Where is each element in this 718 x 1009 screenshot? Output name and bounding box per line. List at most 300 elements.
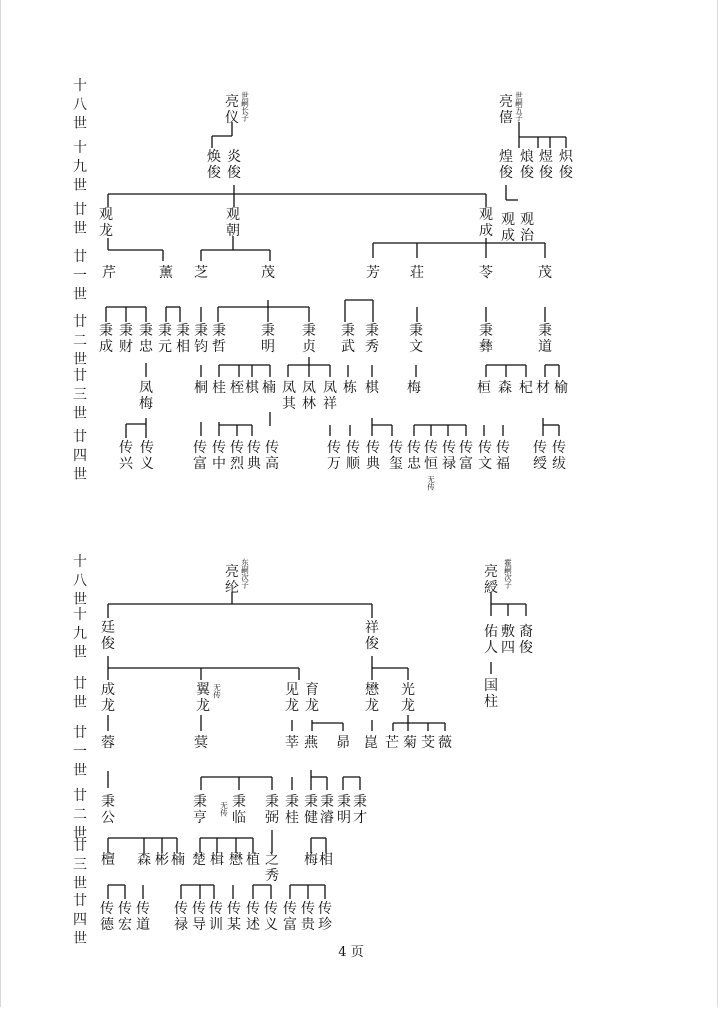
svg-text:顺: 顺 <box>346 456 360 472</box>
svg-text:嗣: 嗣 <box>504 565 512 575</box>
svg-text:秀: 秀 <box>265 868 279 884</box>
svg-text:义: 义 <box>140 456 154 472</box>
svg-text:燕: 燕 <box>304 735 318 751</box>
svg-text:传: 传 <box>533 440 547 456</box>
svg-text:元: 元 <box>158 339 172 355</box>
person-name <box>247 440 262 472</box>
svg-text:佑: 佑 <box>484 624 498 640</box>
svg-text:长: 长 <box>241 106 249 115</box>
name-annotation <box>504 557 512 590</box>
person-name <box>194 264 208 281</box>
page-number: 4 页 <box>338 945 364 960</box>
svg-text:传: 传 <box>118 901 132 917</box>
svg-text:綬: 綬 <box>484 580 498 596</box>
person-name <box>320 794 334 826</box>
svg-text:秉: 秉 <box>320 794 334 810</box>
person-name <box>559 149 574 181</box>
svg-text:传: 传 <box>213 690 221 700</box>
person-name <box>264 901 278 933</box>
person-name <box>194 323 208 355</box>
person-name <box>539 149 553 181</box>
svg-text:高: 高 <box>265 456 279 472</box>
svg-text:秉: 秉 <box>119 323 133 339</box>
svg-text:秉: 秉 <box>365 323 379 339</box>
svg-text:四: 四 <box>73 448 87 464</box>
svg-text:传: 传 <box>424 440 438 456</box>
svg-text:芝: 芝 <box>194 265 208 281</box>
svg-text:四: 四 <box>73 912 87 928</box>
svg-text:子: 子 <box>515 113 523 123</box>
svg-text:观: 观 <box>226 207 240 223</box>
svg-text:廿: 廿 <box>73 314 87 330</box>
svg-text:哲: 哲 <box>212 339 226 355</box>
person-name <box>212 379 226 396</box>
person-name <box>225 94 239 126</box>
svg-text:传: 传 <box>346 440 360 456</box>
person-name <box>341 323 355 355</box>
person-name <box>285 682 299 714</box>
svg-text:桐: 桐 <box>194 380 208 396</box>
person-name <box>192 851 206 868</box>
svg-text:传: 传 <box>140 440 154 456</box>
person-name <box>136 901 150 933</box>
svg-text:楚: 楚 <box>192 852 206 868</box>
svg-text:一: 一 <box>73 744 87 760</box>
svg-text:传: 传 <box>496 440 510 456</box>
svg-text:传: 传 <box>389 440 403 456</box>
person-name <box>424 440 438 472</box>
person-name <box>421 734 435 751</box>
svg-text:秉: 秉 <box>337 794 351 810</box>
svg-text:观: 观 <box>479 207 493 223</box>
svg-text:荘: 荘 <box>410 265 424 281</box>
person-name <box>442 440 456 472</box>
person-name <box>193 794 207 826</box>
person-name <box>139 380 153 412</box>
generation-label-top-1 <box>73 140 87 194</box>
svg-text:十: 十 <box>73 607 87 623</box>
person-name <box>536 379 550 396</box>
generation-label-bottom-3 <box>73 725 87 779</box>
svg-text:龙: 龙 <box>101 698 115 714</box>
svg-text:中: 中 <box>212 456 226 472</box>
svg-text:传: 传 <box>318 901 332 917</box>
person-name <box>409 323 423 355</box>
svg-text:廿: 廿 <box>73 676 87 692</box>
person-name <box>261 323 275 355</box>
person-name <box>353 794 367 826</box>
svg-text:贵: 贵 <box>301 917 315 933</box>
svg-text:健: 健 <box>304 810 318 826</box>
person-name <box>229 852 244 868</box>
svg-text:亮: 亮 <box>499 94 513 110</box>
person-name <box>265 852 279 884</box>
person-name <box>327 440 341 472</box>
person-name <box>519 624 533 656</box>
svg-text:楠: 楠 <box>262 380 276 396</box>
person-name <box>230 440 245 472</box>
svg-text:凤: 凤 <box>139 380 153 396</box>
svg-text:梅: 梅 <box>139 396 153 412</box>
person-name <box>159 264 173 281</box>
person-name <box>209 901 223 933</box>
svg-text:传: 传 <box>265 440 279 456</box>
person-name <box>212 440 226 472</box>
svg-text:福: 福 <box>496 456 510 472</box>
svg-text:富: 富 <box>193 456 207 472</box>
svg-text:十: 十 <box>73 140 87 156</box>
person-name <box>119 440 134 472</box>
generation-label-bottom-0 <box>73 554 87 608</box>
svg-text:森: 森 <box>137 852 151 868</box>
svg-text:九: 九 <box>73 159 87 175</box>
svg-text:传: 传 <box>442 440 456 456</box>
person-name <box>519 379 533 396</box>
svg-text:传: 传 <box>407 440 421 456</box>
svg-text:传: 传 <box>136 901 150 917</box>
person-name <box>101 681 115 714</box>
svg-text:传: 传 <box>327 440 341 456</box>
person-name <box>194 379 208 396</box>
person-name <box>246 901 260 933</box>
person-name <box>225 564 239 596</box>
svg-text:敷: 敷 <box>501 624 515 640</box>
person-name <box>319 851 333 868</box>
svg-text:二: 二 <box>73 807 87 823</box>
person-name <box>139 323 154 355</box>
svg-text:廿: 廿 <box>73 202 87 218</box>
svg-text:材: 材 <box>536 380 550 396</box>
svg-text:二: 二 <box>73 333 87 349</box>
person-name <box>499 148 513 181</box>
svg-text:懋: 懋 <box>365 682 379 698</box>
svg-text:相: 相 <box>176 339 190 355</box>
person-name <box>479 207 493 239</box>
svg-text:典: 典 <box>366 456 380 472</box>
svg-text:公: 公 <box>101 810 115 826</box>
svg-text:某: 某 <box>227 917 241 933</box>
generation-label-top-2 <box>73 202 87 237</box>
svg-text:禄: 禄 <box>442 456 456 472</box>
person-name <box>484 564 498 596</box>
svg-text:成: 成 <box>479 223 493 239</box>
svg-text:传: 传 <box>192 901 206 917</box>
person-name <box>101 620 115 652</box>
svg-text:梅: 梅 <box>407 380 421 396</box>
svg-text:兴: 兴 <box>119 456 133 472</box>
svg-text:世: 世 <box>73 467 87 483</box>
svg-text:嗣: 嗣 <box>241 98 249 108</box>
svg-text:次: 次 <box>241 573 249 582</box>
svg-text:文: 文 <box>409 339 423 355</box>
person-name <box>478 440 492 472</box>
svg-text:子: 子 <box>241 113 249 123</box>
svg-text:世: 世 <box>73 352 87 368</box>
svg-text:绂: 绂 <box>552 456 566 472</box>
svg-text:榆: 榆 <box>554 380 568 396</box>
svg-text:国: 国 <box>484 678 498 694</box>
svg-text:世: 世 <box>73 695 87 711</box>
svg-text:道: 道 <box>136 917 150 933</box>
svg-text:亮: 亮 <box>484 564 498 580</box>
svg-text:世: 世 <box>241 91 249 100</box>
svg-text:光: 光 <box>401 682 415 698</box>
svg-text:才: 才 <box>353 810 367 826</box>
person-name <box>520 149 534 181</box>
person-name <box>302 323 316 355</box>
name-annotation <box>427 475 435 492</box>
svg-text:珍: 珍 <box>318 917 332 933</box>
svg-text:世: 世 <box>73 645 87 661</box>
svg-text:传: 传 <box>193 440 207 456</box>
svg-text:秉: 秉 <box>341 323 355 339</box>
svg-text:世: 世 <box>73 592 87 608</box>
person-name <box>227 901 241 933</box>
svg-text:世: 世 <box>515 91 523 100</box>
person-name <box>484 624 498 656</box>
svg-text:传: 传 <box>246 901 260 917</box>
svg-text:秉: 秉 <box>232 794 246 810</box>
person-name <box>285 794 299 826</box>
svg-text:秉: 秉 <box>409 323 423 339</box>
person-name <box>520 212 535 244</box>
svg-text:秉: 秉 <box>194 323 208 339</box>
svg-text:龙: 龙 <box>285 698 299 714</box>
generation-label-top-6 <box>73 429 87 483</box>
svg-text:柱: 柱 <box>484 694 498 710</box>
svg-text:三: 三 <box>73 387 87 403</box>
svg-text:八: 八 <box>73 97 87 113</box>
svg-text:传: 传 <box>209 901 223 917</box>
svg-text:世: 世 <box>73 763 87 779</box>
person-name <box>365 620 379 652</box>
person-name <box>365 379 380 396</box>
person-name <box>365 682 380 714</box>
person-name <box>262 379 276 396</box>
svg-text:纶: 纶 <box>225 580 239 596</box>
svg-text:凤: 凤 <box>302 380 316 396</box>
svg-text:传: 传 <box>174 901 188 917</box>
svg-text:芠: 芠 <box>421 735 435 751</box>
svg-text:秉: 秉 <box>158 323 172 339</box>
svg-text:杞: 杞 <box>519 380 533 396</box>
svg-text:忠: 忠 <box>407 456 421 472</box>
person-name <box>410 264 424 281</box>
svg-text:传: 传 <box>119 440 133 456</box>
svg-text:煜: 煜 <box>539 149 553 165</box>
svg-text:懋: 懋 <box>229 852 243 868</box>
svg-text:传: 传 <box>283 901 297 917</box>
person-name <box>246 851 260 868</box>
svg-text:龙: 龙 <box>305 698 319 714</box>
person-name <box>137 851 151 868</box>
svg-text:世: 世 <box>73 931 87 947</box>
svg-text:秉: 秉 <box>176 323 190 339</box>
person-name <box>282 380 297 412</box>
svg-text:五: 五 <box>515 106 523 115</box>
svg-text:栋: 栋 <box>343 380 357 396</box>
svg-text:薰: 薰 <box>159 265 173 281</box>
svg-text:秉: 秉 <box>479 323 493 339</box>
svg-text:世: 世 <box>73 221 87 237</box>
person-name <box>101 851 115 868</box>
person-name <box>158 323 172 355</box>
svg-text:传: 传 <box>227 901 241 917</box>
svg-text:秉: 秉 <box>99 323 113 339</box>
svg-text:财: 财 <box>119 339 133 355</box>
svg-text:观: 观 <box>501 212 515 228</box>
person-name <box>193 440 207 472</box>
person-name <box>479 264 493 281</box>
person-name <box>501 623 515 656</box>
svg-text:森: 森 <box>498 380 512 396</box>
person-name <box>343 379 358 396</box>
svg-text:无: 无 <box>220 801 228 810</box>
person-name <box>140 440 154 472</box>
svg-text:亮: 亮 <box>225 564 239 580</box>
person-name <box>538 264 552 281</box>
svg-text:世: 世 <box>73 116 87 132</box>
generation-label-bottom-5 <box>73 838 87 892</box>
person-name <box>265 794 279 826</box>
svg-text:人: 人 <box>484 640 498 656</box>
svg-text:俊: 俊 <box>499 165 513 181</box>
name-annotation <box>213 683 221 700</box>
person-name <box>304 851 318 868</box>
svg-text:玺: 玺 <box>389 456 403 472</box>
svg-text:秉: 秉 <box>285 794 299 810</box>
svg-text:凤: 凤 <box>282 380 296 396</box>
svg-text:廿: 廿 <box>73 725 87 741</box>
svg-text:俊: 俊 <box>520 165 534 181</box>
svg-text:典: 典 <box>247 456 261 472</box>
svg-text:世: 世 <box>73 876 87 892</box>
svg-text:俊: 俊 <box>101 636 115 652</box>
svg-text:蓂: 蓂 <box>194 735 208 751</box>
svg-text:传: 传 <box>220 808 228 818</box>
person-name <box>245 379 260 396</box>
svg-text:传: 传 <box>366 440 380 456</box>
svg-text:秉: 秉 <box>538 323 552 339</box>
svg-text:亨: 亨 <box>193 810 207 826</box>
generation-label-top-3 <box>73 249 87 303</box>
svg-text:炽: 炽 <box>559 149 573 165</box>
svg-text:嗣: 嗣 <box>241 565 249 575</box>
svg-text:祥: 祥 <box>365 620 379 636</box>
svg-text:传: 传 <box>100 901 114 917</box>
person-name <box>552 440 566 472</box>
person-name <box>337 794 351 826</box>
svg-text:秉: 秉 <box>353 794 367 810</box>
svg-text:传: 传 <box>264 901 278 917</box>
person-name <box>366 440 381 472</box>
person-name <box>118 901 132 933</box>
svg-text:桓: 桓 <box>477 380 491 396</box>
svg-text:明: 明 <box>337 810 351 826</box>
person-name <box>364 735 378 751</box>
svg-text:楫: 楫 <box>210 852 224 868</box>
svg-text:林: 林 <box>302 396 316 412</box>
svg-text:见: 见 <box>285 682 299 698</box>
person-name <box>407 379 421 396</box>
svg-text:裔: 裔 <box>519 624 533 640</box>
svg-text:秉: 秉 <box>212 323 226 339</box>
svg-text:东: 东 <box>241 558 249 567</box>
person-name <box>285 734 299 751</box>
svg-text:四: 四 <box>501 640 515 656</box>
person-name <box>318 901 332 933</box>
person-name <box>226 207 240 239</box>
person-name <box>99 207 113 239</box>
person-name <box>171 851 185 868</box>
svg-text:彝: 彝 <box>479 339 493 355</box>
svg-text:菊: 菊 <box>403 735 417 751</box>
svg-text:导: 导 <box>192 917 206 933</box>
svg-text:炎: 炎 <box>227 149 241 165</box>
svg-text:其: 其 <box>282 396 296 412</box>
name-annotation <box>241 90 249 123</box>
person-name <box>499 94 513 126</box>
svg-text:秀: 秀 <box>365 339 379 355</box>
person-name <box>501 212 515 244</box>
person-name <box>176 323 190 355</box>
svg-text:茂: 茂 <box>538 265 552 281</box>
svg-text:武: 武 <box>341 339 355 355</box>
svg-text:无: 无 <box>213 683 221 692</box>
generation-label-top-0 <box>73 78 87 132</box>
person-name <box>304 794 318 826</box>
svg-text:蓉: 蓉 <box>101 735 115 751</box>
person-name <box>119 323 133 355</box>
svg-text:世: 世 <box>73 826 87 842</box>
generation-label-bottom-2 <box>73 676 87 711</box>
person-name <box>403 735 417 751</box>
generation-label-bottom-6 <box>73 893 87 947</box>
person-name <box>283 901 297 933</box>
person-name <box>192 901 206 933</box>
person-name <box>459 440 473 472</box>
svg-text:桂: 桂 <box>212 380 226 396</box>
svg-text:茂: 茂 <box>261 265 275 281</box>
person-name <box>346 440 361 472</box>
svg-text:秉: 秉 <box>304 794 318 810</box>
svg-text:芒: 芒 <box>385 735 399 751</box>
person-name <box>477 379 491 396</box>
svg-text:九: 九 <box>73 626 87 642</box>
generation-label-bottom-1 <box>73 607 87 661</box>
person-name <box>479 323 493 355</box>
svg-text:十: 十 <box>73 554 87 570</box>
svg-text:秉: 秉 <box>302 323 316 339</box>
svg-text:传: 传 <box>230 440 244 456</box>
svg-text:富: 富 <box>283 917 297 933</box>
svg-text:三: 三 <box>73 857 87 873</box>
person-name <box>212 323 226 355</box>
svg-text:贞: 贞 <box>302 339 316 355</box>
svg-text:桎: 桎 <box>230 380 244 396</box>
person-name <box>210 851 224 868</box>
person-name <box>261 264 275 281</box>
svg-text:彬: 彬 <box>155 852 169 868</box>
svg-text:绶: 绶 <box>533 456 547 472</box>
svg-text:亮: 亮 <box>225 94 239 110</box>
svg-text:霍: 霍 <box>504 558 512 567</box>
svg-text:成: 成 <box>99 339 113 355</box>
svg-text:秉: 秉 <box>101 794 115 810</box>
person-name <box>304 734 319 751</box>
svg-text:传: 传 <box>552 440 566 456</box>
svg-text:廿: 廿 <box>73 838 87 854</box>
